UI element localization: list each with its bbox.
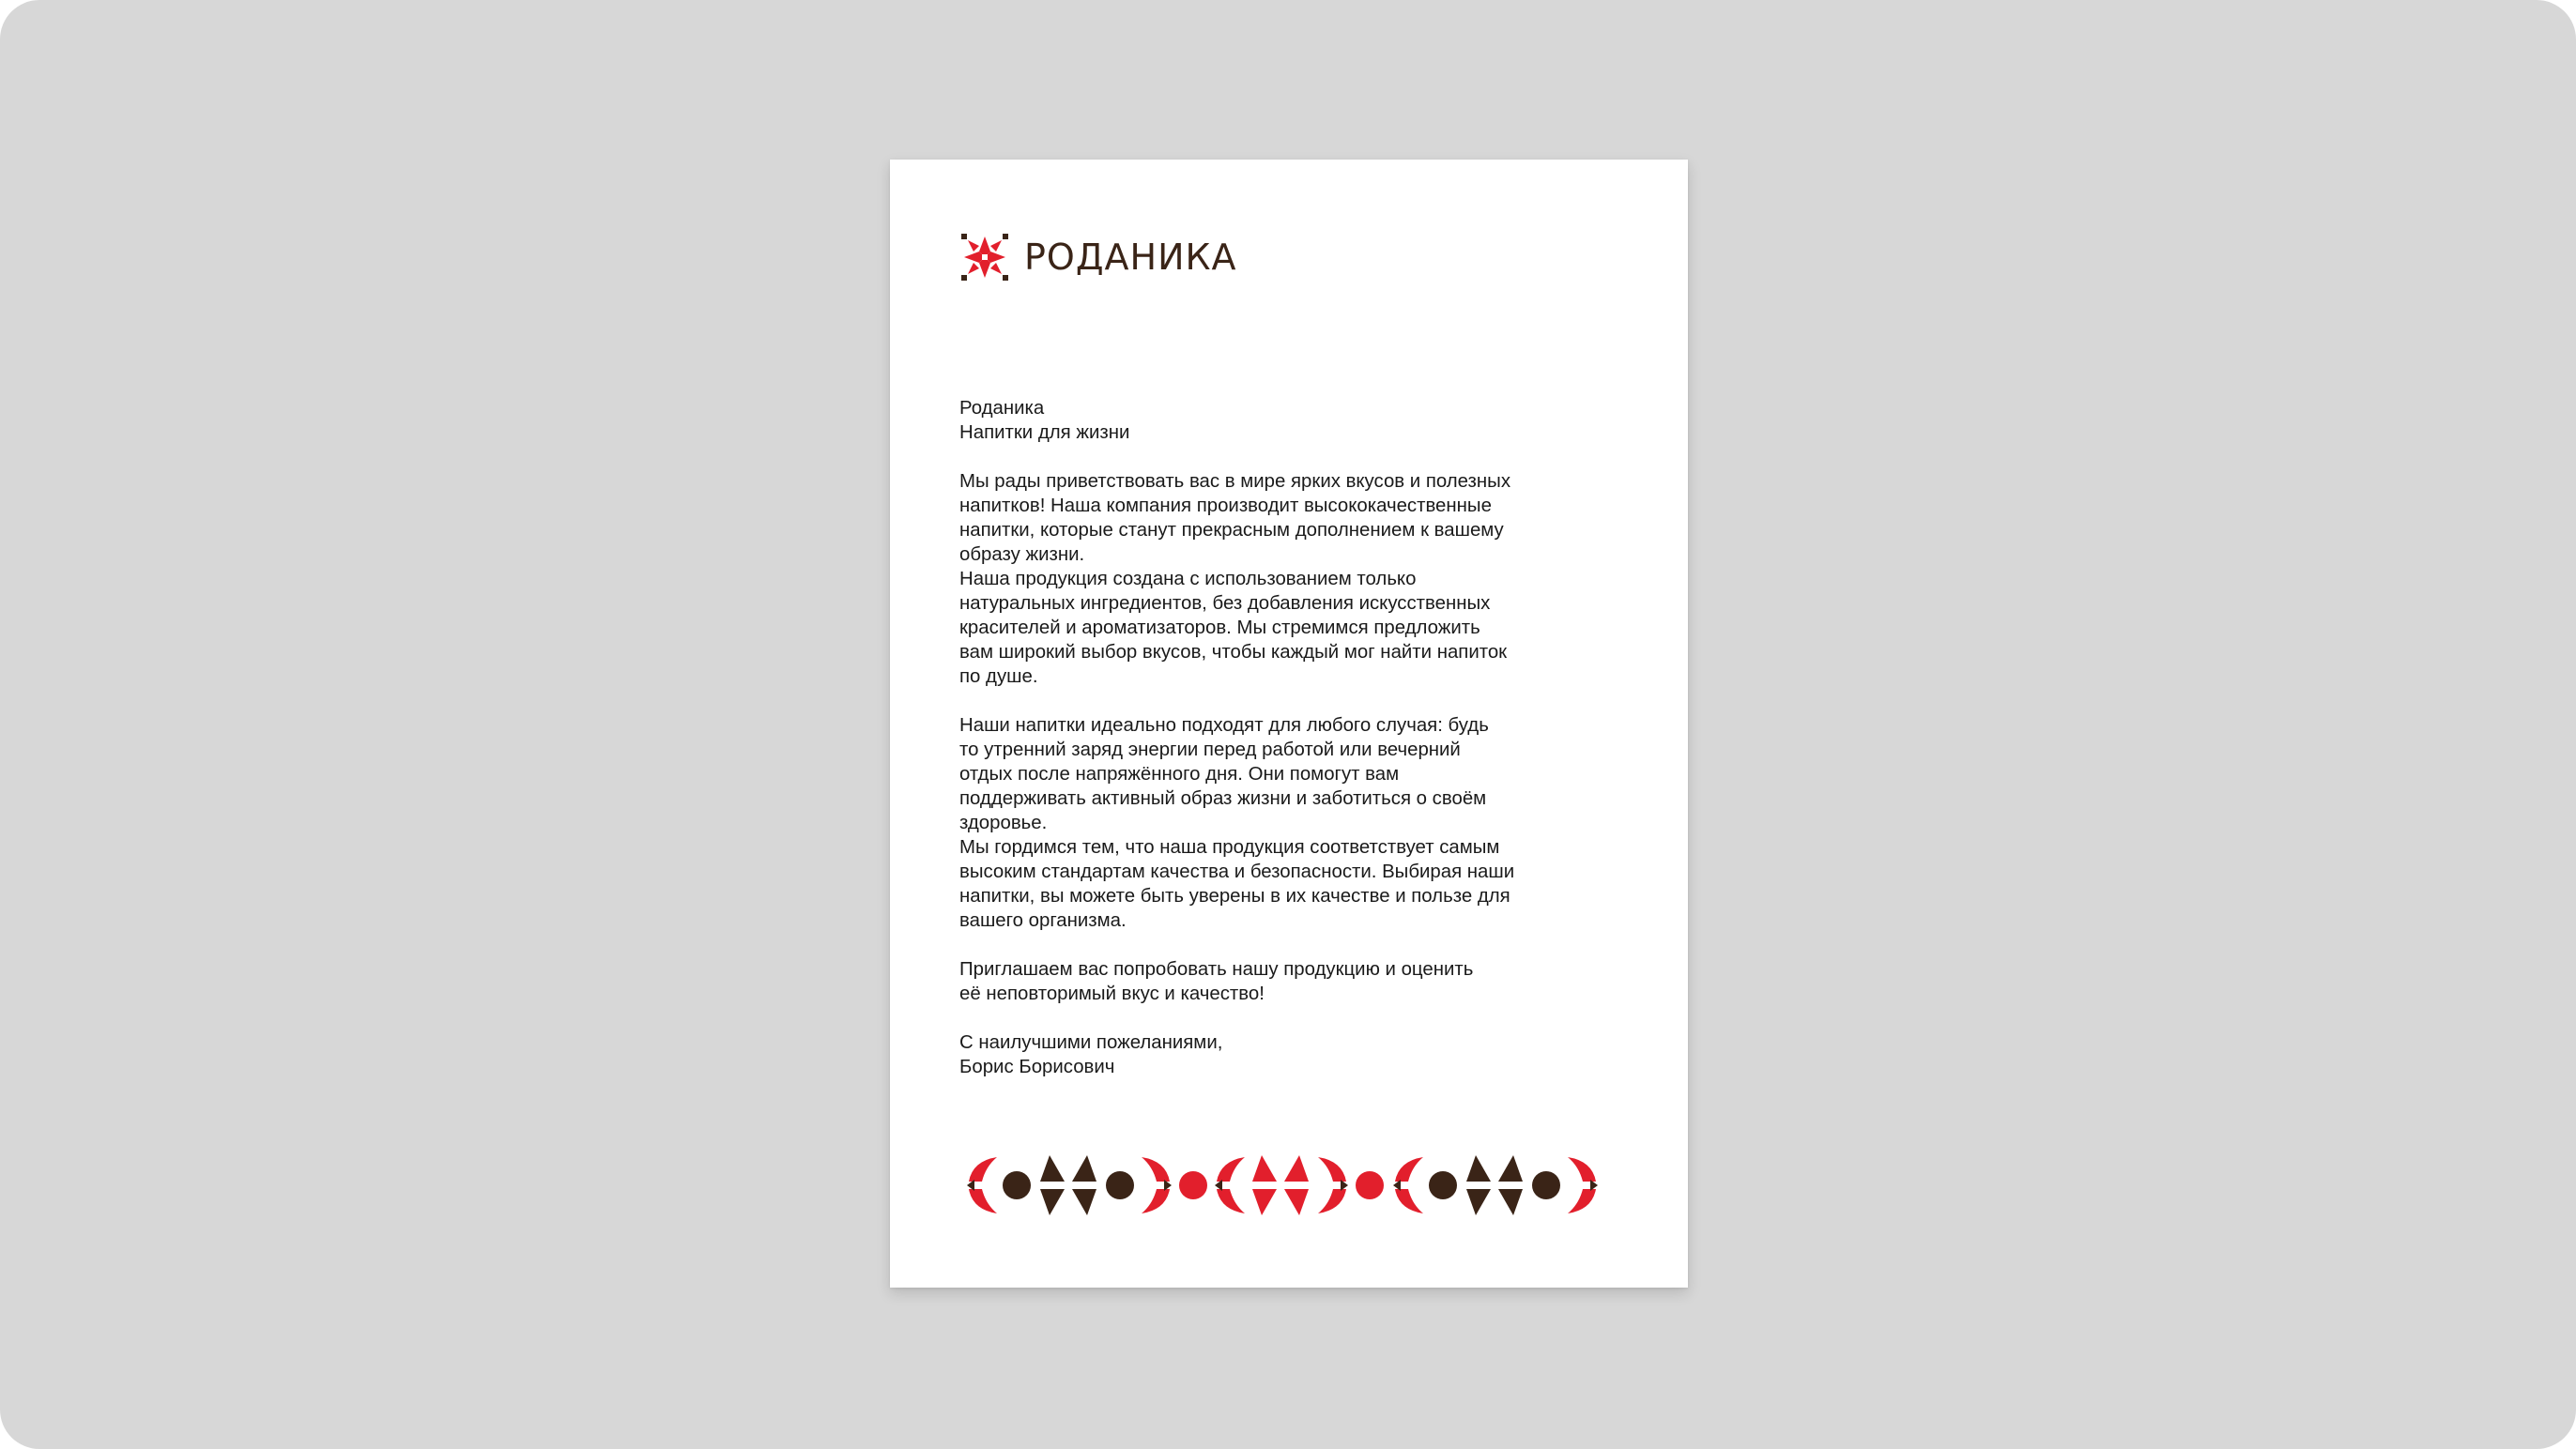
letter-header-line: Роданика bbox=[959, 398, 1045, 419]
ornament-leaf bbox=[1466, 1155, 1491, 1182]
paragraph-line: отдых после напряжённого дня. Они помогут вам bbox=[959, 764, 1400, 785]
ornament-leaf bbox=[1284, 1155, 1309, 1182]
brand-name: РОДАНИКА bbox=[1024, 236, 1237, 278]
brand-logo bbox=[958, 231, 1236, 283]
ornament-leaf bbox=[1072, 1189, 1096, 1215]
ornament-leaf bbox=[1498, 1155, 1523, 1182]
signature-name: Борис Борисович bbox=[959, 1057, 1115, 1077]
paragraph-line: образу жизни. bbox=[959, 544, 1085, 565]
ornament-dot bbox=[1356, 1171, 1384, 1199]
letter-body bbox=[959, 396, 1598, 1079]
paragraph-line: здоровье. bbox=[959, 813, 1048, 833]
ornament-petal bbox=[1142, 1157, 1170, 1182]
letter-header-line: Напитки для жизни bbox=[959, 422, 1130, 443]
ornament-petal bbox=[1568, 1189, 1596, 1213]
ornament-petal bbox=[1217, 1189, 1245, 1213]
paragraph-line: её неповторимый вкус и качество! bbox=[959, 984, 1265, 1004]
paragraph-line: Мы рады приветствовать вас в мире ярких вкусов и полезных bbox=[959, 471, 1511, 492]
ornament-petal bbox=[1318, 1189, 1346, 1213]
ornament-leaf bbox=[1040, 1155, 1065, 1182]
paragraph-line: вашего организма. bbox=[959, 910, 1127, 931]
letterhead-page bbox=[890, 160, 1688, 1288]
ornament-petal bbox=[1318, 1157, 1346, 1182]
ornament-leaf bbox=[1466, 1189, 1491, 1215]
paragraph-line: напитки, которые станут прекрасным дополнением к вашему bbox=[959, 520, 1504, 541]
ornament-leaf bbox=[1252, 1155, 1277, 1182]
ornament-leaf bbox=[1498, 1189, 1523, 1215]
ornament-leaf bbox=[1072, 1155, 1096, 1182]
ornament-dot bbox=[1003, 1171, 1031, 1199]
paragraph-line: красителей и ароматизаторов. Мы стремимся предложить bbox=[959, 618, 1480, 638]
ornament-dot bbox=[1106, 1171, 1134, 1199]
paragraph-line: напитков! Наша компания производит высококачественные bbox=[959, 496, 1492, 516]
folk-star-icon bbox=[958, 231, 1011, 283]
ornament-petal bbox=[1395, 1189, 1423, 1213]
ornament-petal bbox=[1217, 1157, 1245, 1182]
paragraph-line: натуральных ингредиентов, без добавления искусственных bbox=[959, 593, 1491, 614]
paragraph-line: Приглашаем вас попробовать нашу продукцию и оценить bbox=[959, 959, 1474, 980]
paragraph-line: поддерживать активный образ жизни и заботиться о своём bbox=[959, 788, 1487, 809]
paragraph-line: вам широкий выбор вкусов, чтобы каждый мог найти напиток bbox=[959, 642, 1508, 663]
ornament-petal bbox=[1395, 1157, 1423, 1182]
ornament-petal bbox=[969, 1157, 997, 1182]
ornament-dot bbox=[1532, 1171, 1560, 1199]
signoff-line: С наилучшими пожеланиями, bbox=[959, 1032, 1223, 1053]
paragraph-line: напитки, вы можете быть уверены в их качестве и пользе для bbox=[959, 886, 1510, 907]
ornament-dot bbox=[1179, 1171, 1207, 1199]
ornament-petal bbox=[969, 1189, 997, 1213]
paragraph-line: то утренний заряд энергии перед работой или вечерний bbox=[959, 740, 1461, 760]
ornament-leaf bbox=[1252, 1189, 1277, 1215]
paragraph-line: высоким стандартам качества и безопасности. Выбирая наши bbox=[959, 862, 1515, 882]
folk-ornament-border bbox=[965, 1152, 1613, 1218]
paragraph-line: Мы гордимся тем, что наша продукция соответствует самым bbox=[959, 837, 1500, 858]
ornament-dot bbox=[1429, 1171, 1457, 1199]
ornament-leaf bbox=[1284, 1189, 1309, 1215]
paragraph-line: Наша продукция создана с использованием только bbox=[959, 569, 1417, 589]
ornament-leaf bbox=[1040, 1189, 1065, 1215]
paragraph-line: по душе. bbox=[959, 666, 1038, 687]
paragraph-line: Наши напитки идеально подходят для любого случая: будь bbox=[959, 715, 1489, 736]
ornament-petal bbox=[1142, 1189, 1170, 1213]
ornament-petal bbox=[1568, 1157, 1596, 1182]
